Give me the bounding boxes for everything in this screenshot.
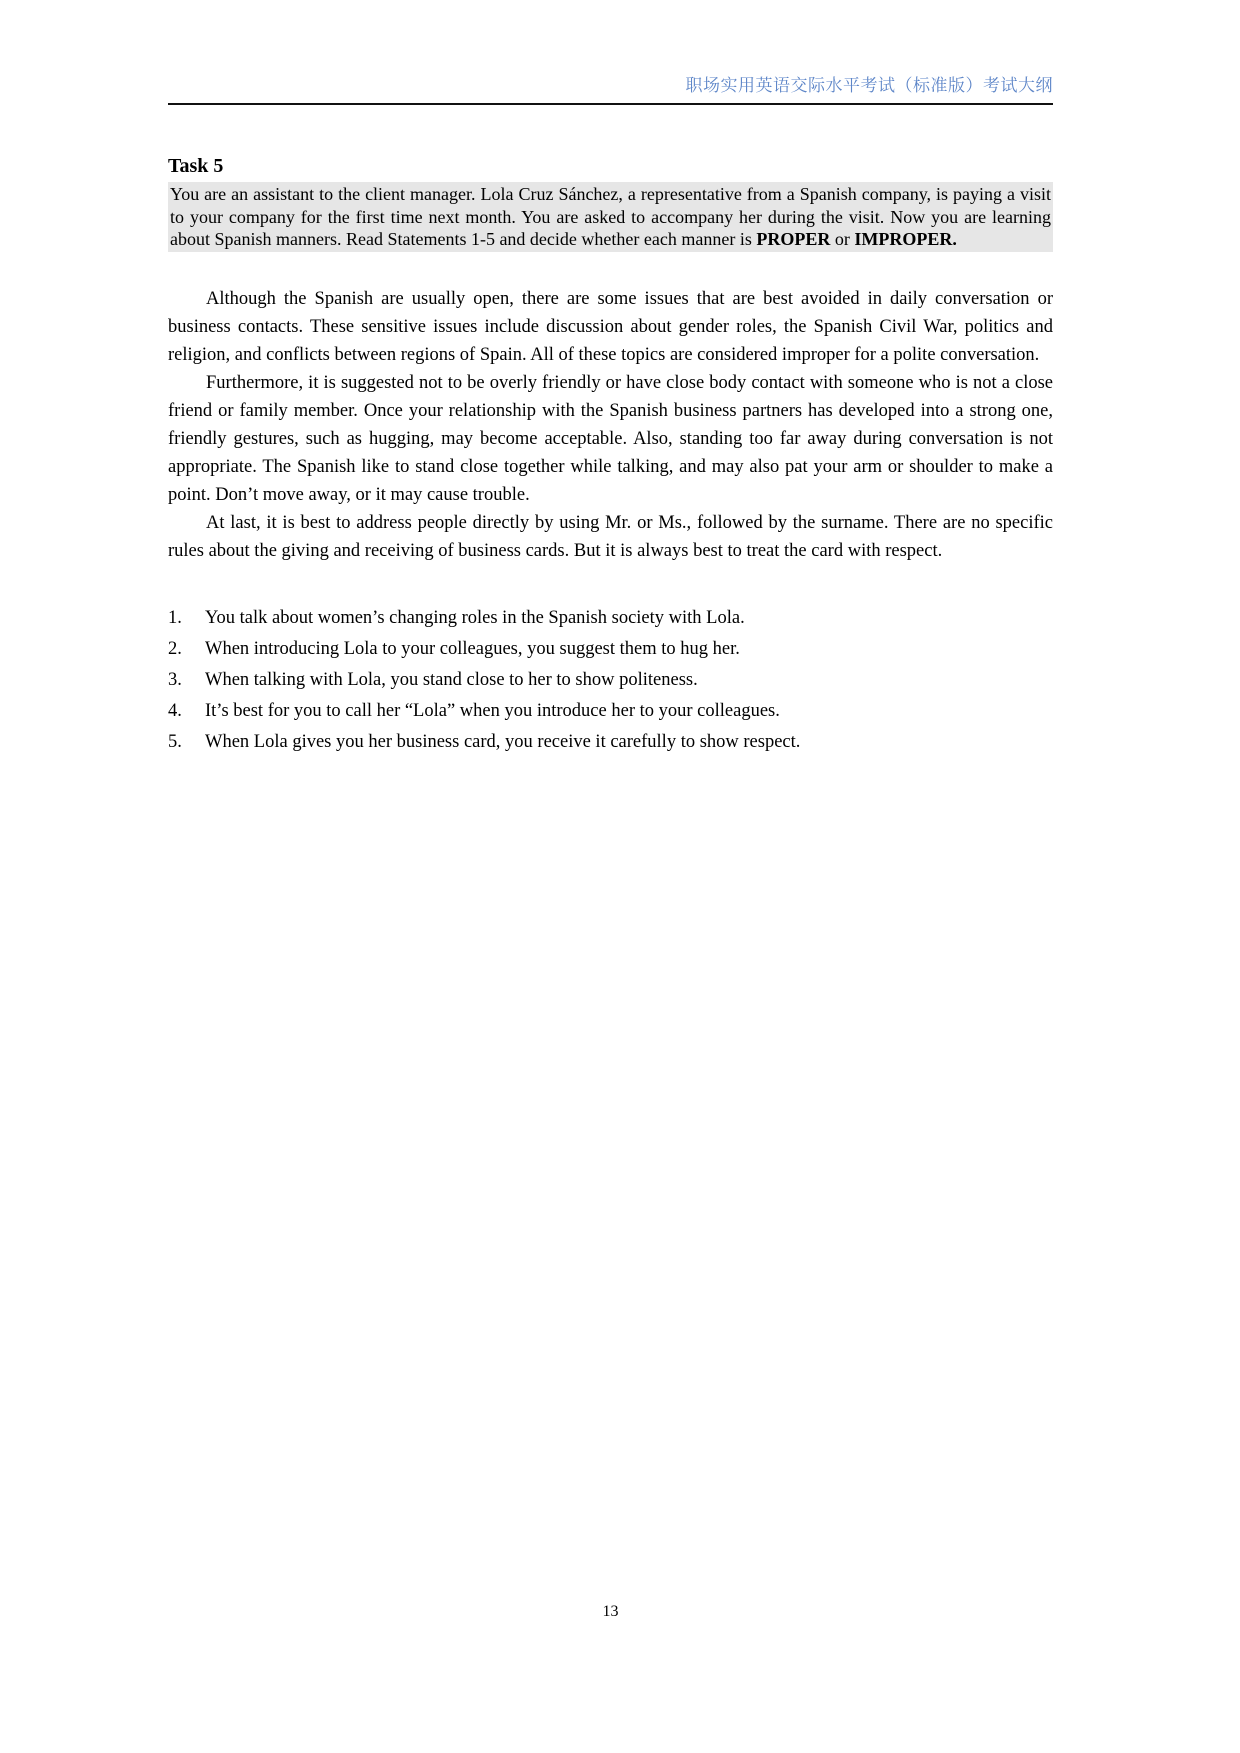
statement-item-2 — [168, 638, 1053, 660]
statement-text: It’s best for you to call her “Lola” when you introduce her to your colleagues. — [205, 700, 780, 721]
statement-item-3 — [168, 669, 1053, 691]
statement-item-4 — [168, 700, 1053, 722]
statement-number: 1. — [168, 607, 182, 628]
statement-number: 4. — [168, 700, 182, 721]
statement-text: When talking with Lola, you stand close to her to show politeness. — [205, 669, 698, 690]
header-title: 职场实用英语交际水平考试（标准版）考试大纲 — [685, 76, 1053, 95]
task-instructions — [168, 182, 1053, 252]
instructions-text: You are an assistant to the client manager. Lola Cruz Sánchez, a representative from a Spanish company, is paying a visit to your company for the first time next month. You are asked to accompany her during the visit. Now you are learning about Spanish manners. Read Statements 1-5 and decide whether each manner is — [170, 184, 1051, 249]
page-content — [168, 155, 1053, 753]
reading-passage — [168, 285, 1053, 565]
statement-text: When Lola gives you her business card, you receive it carefully to show respect. — [205, 731, 801, 752]
statement-number: 2. — [168, 638, 182, 659]
instructions-conjunction: or — [830, 229, 855, 249]
passage-paragraph-2: Furthermore, it is suggested not to be overly friendly or have close body contact with someone who is not a close friend or family member. Once your relationship with the Spanish business partners has developed into a strong one, friendly gestures, such as hugging, may become acceptable. Also, standing too far away during conversation is not appropriate. The Spanish like to stand close together while talking, and may also pat your arm or shoulder to make a point. Don’t move away, or it may cause trouble. — [168, 372, 1053, 505]
page-header — [168, 0, 1053, 96]
statement-text: You talk about women’s changing roles in the Spanish society with Lola. — [205, 607, 745, 628]
statements-list — [168, 607, 1053, 753]
statement-text: When introducing Lola to your colleagues, you suggest them to hug her. — [205, 638, 740, 659]
header-rule — [168, 103, 1053, 105]
proper-label: PROPER — [756, 229, 831, 249]
page-number: 13 — [602, 1603, 619, 1620]
improper-label: IMPROPER. — [854, 229, 957, 249]
passage-paragraph-1: Although the Spanish are usually open, there are some issues that are best avoided in daily conversation or business contacts. These sensitive issues include discussion about gender roles, the Spanish Civil War, politics and religion, and conflicts between regions of Spain. All of these topics are considered improper for a polite conversation. — [168, 288, 1053, 365]
statement-item-1 — [168, 607, 1053, 629]
statement-number: 5. — [168, 731, 182, 752]
passage-paragraph-3: At last, it is best to address people directly by using Mr. or Ms., followed by the surname. There are no specific rules about the giving and receiving of business cards. But it is always best to treat the card with respect. — [168, 512, 1053, 561]
task-title: Task 5 — [168, 155, 224, 177]
statement-item-5 — [168, 731, 1053, 753]
statement-number: 3. — [168, 669, 182, 690]
